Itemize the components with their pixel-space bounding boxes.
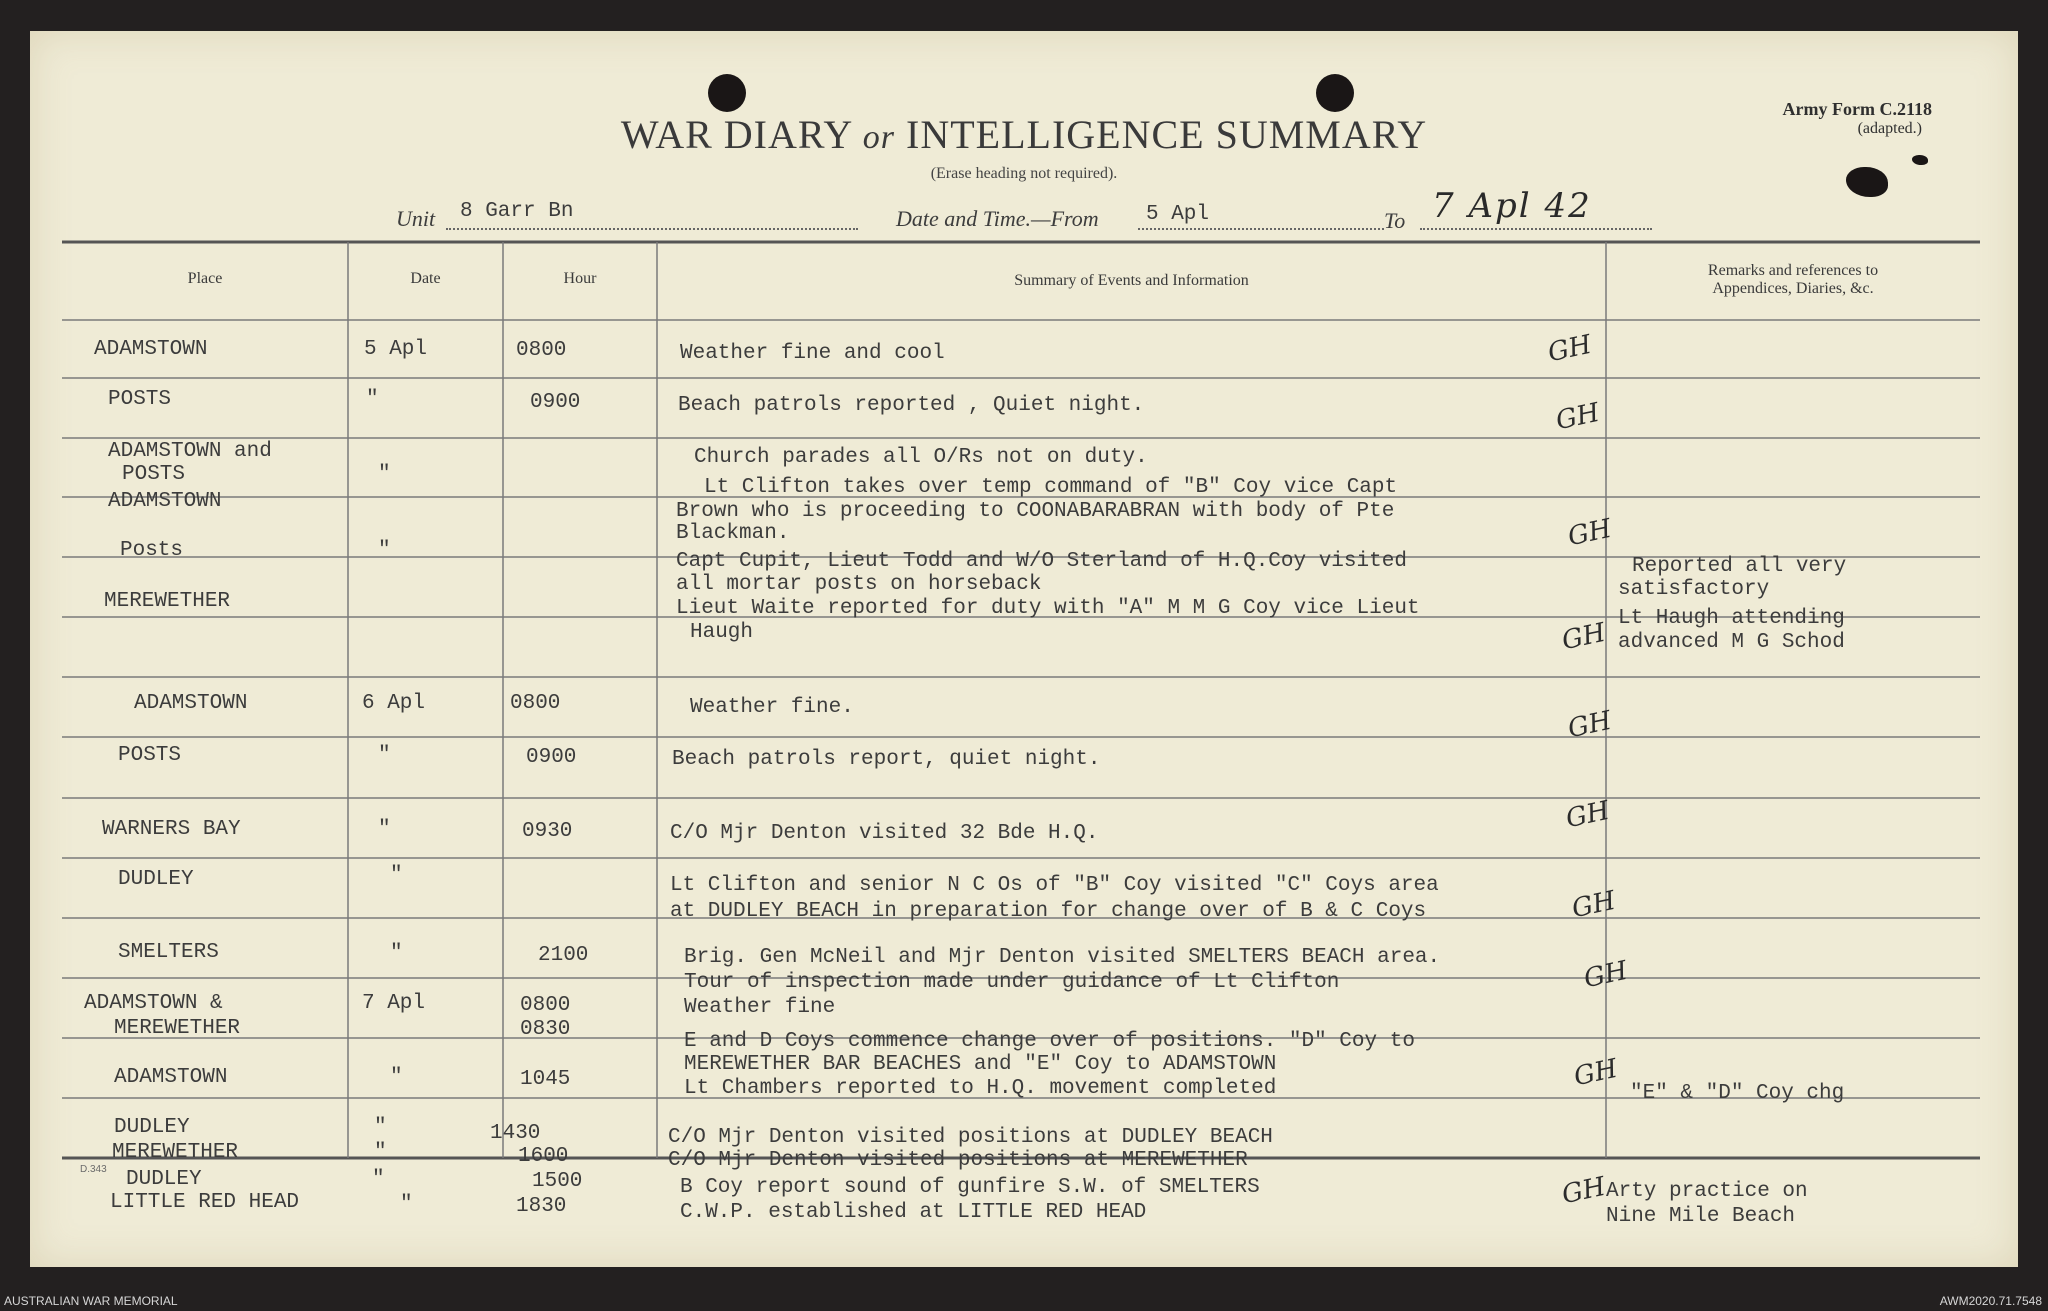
entry-summary: Brig. Gen McNeil and Mjr Denton visited SMELTERS BEACH area.: [684, 946, 1441, 969]
entry-summary: B Coy report sound of gunfire S.W. of SMELTERS: [680, 1176, 1260, 1199]
entry-remark: Reported all very: [1632, 555, 1847, 578]
entry-hour: 0900: [526, 746, 577, 769]
title-or: or: [862, 119, 895, 156]
entry-place: DUDLEY: [114, 1116, 190, 1139]
officer-initials: GH: [1559, 617, 1609, 657]
punch-hole: [708, 74, 746, 112]
entry-summary: Weather fine: [684, 996, 836, 1019]
entry-remark: Arty practice on: [1606, 1180, 1808, 1203]
column-header-remarks: [1606, 262, 1980, 298]
archive-reference: AWM2020.71.7548: [1939, 1294, 2042, 1308]
unit-line: [446, 228, 858, 230]
entry-hour: 2100: [538, 944, 589, 967]
army-form-ref: [1783, 99, 1932, 138]
column-header-date: Date: [410, 270, 441, 287]
entry-hour: 0830: [520, 1018, 571, 1041]
entry-hour: 1430: [490, 1122, 541, 1145]
column-header-summary: Summary of Events and Information: [1014, 272, 1249, 289]
entry-date: ": [390, 1066, 403, 1089]
entry-summary: Haugh: [690, 621, 754, 644]
print-code: D.343: [80, 1164, 107, 1175]
entry-date: ": [390, 942, 403, 965]
entry-date: ": [378, 539, 391, 562]
date-from-value: 5 Apl: [1146, 203, 1210, 226]
column-header-place: Place: [187, 270, 223, 287]
officer-initials: GH: [1581, 955, 1631, 995]
officer-initials: GH: [1565, 705, 1615, 745]
entry-summary: at DUDLEY BEACH in preparation for change over of B & C Coys: [670, 900, 1427, 923]
entry-summary: MEREWETHER BAR BEACHES and "E" Coy to ADAMSTOWN: [684, 1053, 1277, 1076]
entry-summary: C/O Mjr Denton visited positions at DUDLEY BEACH: [668, 1126, 1273, 1149]
date-to-value: 7 Apl 42: [1432, 186, 1592, 226]
officer-initials: GH: [1565, 513, 1615, 553]
entry-hour: 0900: [530, 391, 581, 414]
entry-date: 5 Apl: [364, 338, 428, 361]
entry-summary: C/O Mjr Denton visited positions at MEREWETHER: [668, 1149, 1248, 1172]
column-header-hour: Hour: [563, 270, 597, 287]
officer-initials: GH: [1553, 397, 1603, 437]
date-to-label: To: [1384, 208, 1406, 233]
entry-place: ADAMSTOWN and: [108, 440, 272, 463]
entry-place: WARNERS BAY: [102, 818, 241, 841]
entry-summary: Tour of inspection made under guidance of Lt Clifton: [684, 971, 1340, 994]
unit-value: 8 Garr Bn: [460, 200, 574, 223]
officer-initials: GH: [1545, 329, 1595, 369]
entry-place: DUDLEY: [118, 868, 194, 891]
date-from-label: Date and Time.—From: [896, 206, 1099, 231]
officer-initials: GH: [1563, 795, 1613, 835]
entry-date: 6 Apl: [362, 692, 426, 715]
entry-date: ": [378, 818, 391, 841]
entry-date: 7 Apl: [362, 992, 426, 1015]
army-form-number: Army Form C.2118: [1782, 99, 1932, 119]
entry-place: LITTLE RED HEAD: [110, 1191, 300, 1214]
entry-date: ": [366, 388, 379, 411]
entry-place: DUDLEY: [126, 1168, 202, 1191]
date-from-line: [1138, 228, 1384, 230]
entry-date: ": [378, 744, 391, 767]
entry-place: POSTS: [122, 463, 186, 486]
entry-place: Posts: [120, 539, 184, 562]
entry-place: ADAMSTOWN: [108, 490, 222, 513]
remarks-header-line2: Appendices, Diaries, &c.: [1712, 280, 1874, 297]
officer-initials: GH: [1559, 1171, 1609, 1211]
entry-hour: 1500: [532, 1170, 583, 1193]
entry-summary: Weather fine and cool: [680, 342, 945, 365]
entry-hour: 1830: [516, 1195, 567, 1218]
entry-summary: Lt Clifton takes over temp command of "B" Coy vice Capt: [704, 476, 1398, 499]
entry-date: ": [374, 1141, 387, 1164]
date-to-line: [1420, 228, 1652, 230]
form-subtitle: (Erase heading not required).: [930, 165, 1118, 182]
entry-hour: 0800: [510, 692, 561, 715]
form-title: [30, 111, 2018, 158]
officer-initials: GH: [1571, 1053, 1621, 1093]
entry-hour: 1045: [520, 1068, 571, 1091]
archive-credit: AUSTRALIAN WAR MEMORIAL: [4, 1294, 178, 1308]
punch-hole: [1316, 74, 1354, 112]
entry-summary: C/O Mjr Denton visited 32 Bde H.Q.: [670, 822, 1099, 845]
entry-place: MEREWETHER: [112, 1141, 239, 1164]
entry-remark: Nine Mile Beach: [1606, 1205, 1796, 1228]
entry-summary: all mortar posts on horseback: [676, 573, 1042, 596]
entry-summary: Beach patrols report, quiet night.: [672, 748, 1101, 771]
entry-summary: Church parades all O/Rs not on duty.: [694, 446, 1148, 469]
entry-place: ADAMSTOWN: [114, 1066, 228, 1089]
entry-summary: Lt Clifton and senior N C Os of "B" Coy visited "C" Coys area: [670, 874, 1439, 897]
entry-date: ": [378, 463, 391, 486]
entry-hour: 0800: [516, 339, 567, 362]
entry-place: ADAMSTOWN: [134, 692, 248, 715]
entry-date: ": [400, 1193, 413, 1216]
entry-place: ADAMSTOWN: [94, 338, 208, 361]
army-form-adapted: (adapted.): [1857, 120, 1922, 137]
entry-summary: Lt Chambers reported to H.Q. movement completed: [684, 1077, 1277, 1100]
officer-initials: GH: [1569, 885, 1619, 925]
entry-remark: "E" & "D" Coy chg: [1630, 1082, 1845, 1105]
entry-hour: 1600: [518, 1145, 569, 1168]
entry-date: ": [390, 864, 403, 887]
entry-hour: 0800: [520, 994, 571, 1017]
title-war-diary: WAR DIARY: [620, 112, 852, 157]
entry-place: SMELTERS: [118, 941, 219, 964]
entry-summary: C.W.P. established at LITTLE RED HEAD: [680, 1201, 1147, 1224]
title-intelligence-summary: INTELLIGENCE SUMMARY: [906, 112, 1428, 157]
entry-remark: advanced M G Schod: [1618, 631, 1845, 654]
entry-summary: Lieut Waite reported for duty with "A" M M G Coy vice Lieut: [676, 597, 1420, 620]
unit-label: Unit: [396, 206, 436, 231]
entry-summary: Blackman.: [676, 522, 790, 545]
entry-place: POSTS: [118, 744, 182, 767]
entry-place: MEREWETHER: [104, 590, 231, 613]
entry-place: MEREWETHER: [114, 1017, 241, 1040]
entry-remark: Lt Haugh attending: [1618, 607, 1845, 630]
entry-date: ": [374, 1116, 387, 1139]
entry-hour: 0930: [522, 820, 573, 843]
remarks-header-line1: Remarks and references to: [1707, 262, 1879, 279]
entry-remark: satisfactory: [1618, 578, 1770, 601]
entry-summary: Beach patrols reported , Quiet night.: [678, 394, 1145, 417]
entry-date: ": [372, 1168, 385, 1191]
entry-place: ADAMSTOWN &: [84, 992, 223, 1015]
entry-summary: Brown who is proceeding to COONABARABRAN with body of Pte: [676, 500, 1395, 523]
entry-summary: Capt Cupit, Lieut Todd and W/O Sterland of H.Q.Coy visited: [676, 550, 1407, 573]
entry-summary: Weather fine.: [690, 696, 854, 719]
entry-place: POSTS: [108, 388, 172, 411]
entry-summary: E and D Coys commence change over of positions. "D" Coy to: [684, 1030, 1415, 1053]
